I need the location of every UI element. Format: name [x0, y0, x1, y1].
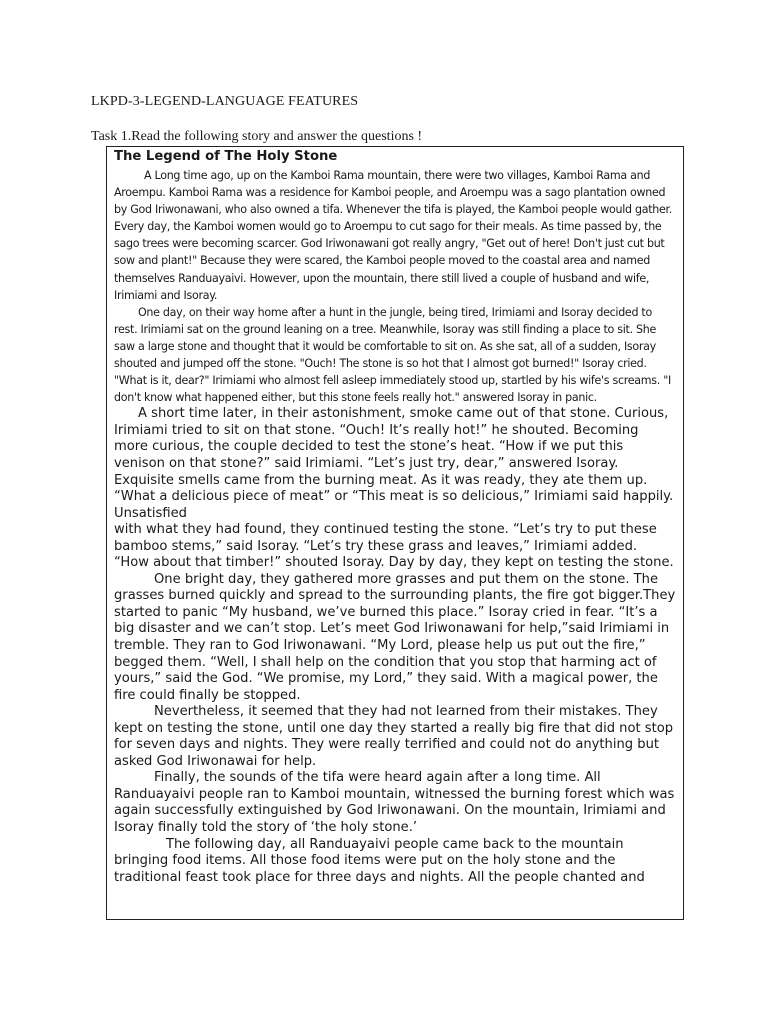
- story-title: The Legend of The Holy Stone: [114, 149, 338, 164]
- story-paragraph-6: Nevertheless, it seemed that they had not learned from their mistakes. They kept on testing the stone, until one day they started a really big fire that did not stop for seven days and nights. They were really terrified and could not do anything but asked God Iriwonawai for help.: [114, 704, 674, 769]
- story-paragraph-2: One day, on their way home after a hunt in the jungle, being tired, Irimiami and Isoray decided to rest. Irimiami sat on the ground leaning on a tree. Meanwhile, Isoray was still finding a place to sit. She saw a large stone and thought that it would be comfortable to sit on. As she sat, all of a sudden, Isoray shouted and jumped off the stone. "Ouch! The stone is so hot that I almost got burned!" Isoray cried. "What is it, dear?" Irimiami who almost fell asleep immediately stood up, startled by his wife's screams. "I don't know what happened either, but this stone feels really hot." answered Isoray in panic.: [114, 305, 671, 405]
- story-paragraph-5: One bright day, they gathered more grasses and put them on the stone. The grasses burned quickly and spread to the surrounding plants, the fire got bigger.They started to panic “My husband, we’ve burned this place.” Isoray cried in fear. “It’s a big disaster and we can’t stop. Let’s meet God Iriwonawani for help,”said Irimiami in tremble. They ran to God Iriwonawani. “My Lord, please help us put out the fire,” begged them. “Well, I shall help on the condition that you stop that harming act of yours,” said the God. “We promise, my Lord,” they said. With a magical power, the fire could finally be stopped.: [114, 571, 676, 703]
- story-paragraph-1: A Long time ago, up on the Kamboi Rama mountain, there were two villages, Kamboi Rama and Aroempu. Kamboi Rama was a residence for Kamboi people, and Aroempu was a sago plantation owned by God Iriwonawani, who also owned a tifa. Whenever the tifa is played, the Kamboi people would gather. Every day, the Kamboi women would go to Aroempu to cut sago for their meals. As time passed by, the sago trees were becoming scarcer. God Iriwonawani got really angry, "Get out of here! Don't just cut but sow and plant!" Because they were scared, the Kamboi people moved to the coastal area and named themselves Randuayaivi. However, upon the mountain, there still lived a couple of husband and wife, Irimiami and Isoray.: [114, 169, 673, 302]
- document-heading: LKPD-3-LEGEND-LANGUAGE FEATURES: [91, 94, 359, 109]
- story-paragraph-7: Finally, the sounds of the tifa were heard again after a long time. All Randuayaivi people ran to Kamboi mountain, witnessed the burning forest which was again successfully extinguished by God Iriwonawani. On the mountain, Irimiami and Isoray finally told the story of ‘the holy stone.’: [114, 770, 675, 835]
- story-paragraph-8: The following day, all Randuayaivi people came back to the mountain bringing food items. All those food items were put on the holy stone and the traditional feast took place for three days and nights. All the people chanted and: [114, 836, 645, 885]
- story-paragraph-4: with what they had found, they continued testing the stone. “Let’s try to put these bamboo stems,” said Isoray. “Let’s try these grass and leaves,” Irimiami added. “How about that timber!” shouted Isoray. Day by day, they kept on testing the stone.: [114, 522, 674, 571]
- story-box: [106, 146, 684, 920]
- task-instruction: Task 1.Read the following story and answer the questions !: [91, 129, 423, 144]
- story-paragraph-3: A short time later, in their astonishment, smoke came out of that stone. Curious, Irimiami tried to sit on that stone. “Ouch! It’s really hot!” he shouted. Becoming more curious, the couple decided to test the stone’s heat. “How if we put this venison on that stone?” said Irimiami. “Let’s just try, dear,” answered Isoray. Exquisite smells came from the burning meat. As it was ready, they ate them up. “What a delicious piece of meat” or “This meat is so delicious,” Irimiami said happily. Unsatisfied: [114, 406, 674, 521]
